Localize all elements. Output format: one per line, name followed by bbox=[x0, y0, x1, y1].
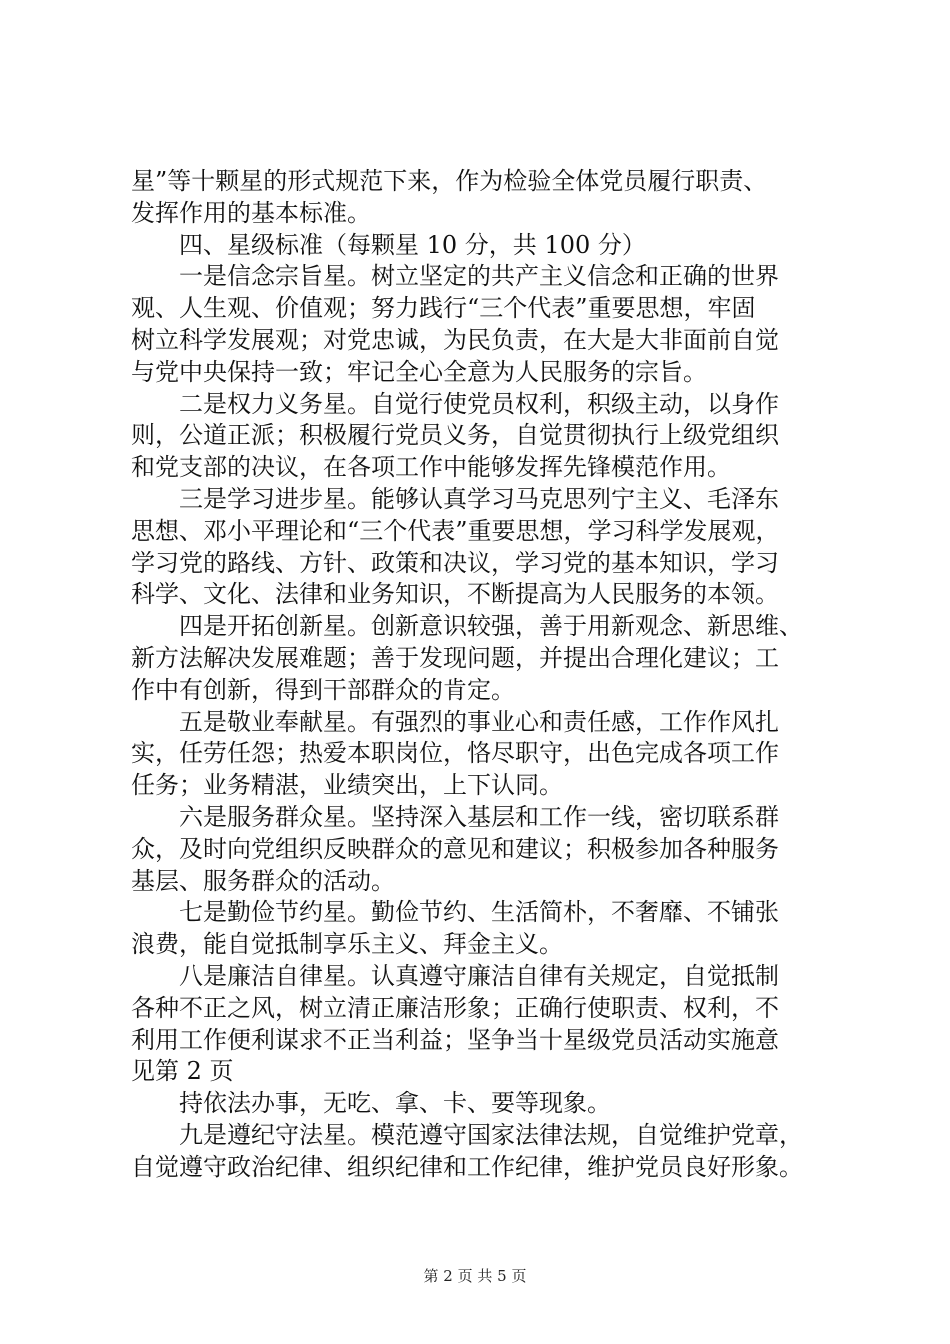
text-line: 九是遵纪守法星。模范遵守国家法律法规，自觉维护党章， bbox=[179, 1120, 803, 1149]
text-line: 四、星级标准（每颗星 10 分，共 100 分） bbox=[179, 230, 646, 259]
text-line: 二是权力义务星。自觉行使党员权利，积级主动，以身作 bbox=[179, 389, 779, 418]
text-line: 和党支部的决议，在各项工作中能够发挥先锋模范作用。 bbox=[131, 453, 731, 482]
text-line: 新方法解决发展难题；善于发现问题，并提出合理化建议；工 bbox=[131, 643, 779, 672]
text-line: 基层、服务群众的活动。 bbox=[131, 866, 395, 895]
text-line: 学习党的路线、方针、政策和决议，学习党的基本知识，学习 bbox=[131, 548, 779, 577]
text-line: 见第 2 页 bbox=[131, 1057, 234, 1086]
text-line: 七是勤俭节约星。勤俭节约、生活简朴，不奢靡、不铺张 bbox=[179, 898, 779, 927]
text-line: 作中有创新，得到干部群众的肯定。 bbox=[131, 675, 515, 704]
page-footer: 第 2 页 共 5 页 bbox=[423, 1267, 527, 1285]
text-line: 五是敬业奉献星。有强烈的事业心和责任感，工作作风扎 bbox=[179, 707, 779, 736]
text-line: 思想、邓小平理论和“三个代表”重要思想，学习科学发展观， bbox=[131, 516, 780, 545]
text-line: 利用工作便利谋求不正当利益；坚争当十星级党员活动实施意 bbox=[131, 1025, 779, 1054]
text-line: 一是信念宗旨星。树立坚定的共产主义信念和正确的世界 bbox=[179, 262, 779, 291]
text-line: 树立科学发展观；对党忠诚，为民负责，在大是大非面前自觉 bbox=[131, 325, 779, 354]
document-body bbox=[131, 166, 831, 1184]
text-line: 三是学习进步星。能够认真学习马克思列宁主义、毛泽东 bbox=[179, 484, 779, 513]
text-line: 众，及时向党组织反映群众的意见和建议；积极参加各种服务 bbox=[131, 834, 779, 863]
text-line: 实，任劳任怨；热爱本职岗位，恪尽职守，出色完成各项工作 bbox=[131, 739, 779, 768]
text-line: 自觉遵守政治纪律、组织纪律和工作纪律，维护党员良好形象。 bbox=[131, 1152, 803, 1181]
text-line: 浪费，能自觉抵制享乐主义、拜金主义。 bbox=[131, 930, 563, 959]
text-line: 持依法办事，无吃、拿、卡、要等现象。 bbox=[179, 1089, 611, 1118]
text-line: 观、人生观、价值观；努力践行“三个代表”重要思想，牢固 bbox=[131, 294, 756, 323]
text-line: 科学、文化、法律和业务知识，不断提高为人民服务的本领。 bbox=[131, 580, 779, 609]
text-line: 与党中央保持一致；牢记全心全意为人民服务的宗旨。 bbox=[131, 357, 707, 386]
text-line: 任务；业务精湛，业绩突出，上下认同。 bbox=[131, 771, 563, 800]
text-line: 各种不正之风，树立清正廉洁形象；正确行使职责、权利，不 bbox=[131, 993, 779, 1022]
text-line: 星”等十颗星的形式规范下来，作为检验全体党员履行职责、 bbox=[131, 167, 768, 195]
text-line: 发挥作用的基本标准。 bbox=[131, 198, 371, 227]
text-line: 四是开拓创新星。创新意识较强，善于用新观念、新思维、 bbox=[179, 612, 803, 641]
text-line: 则，公道正派；积极履行党员义务，自觉贯彻执行上级党组织 bbox=[131, 421, 779, 450]
text-line: 八是廉洁自律星。认真遵守廉洁自律有关规定，自觉抵制 bbox=[179, 961, 779, 990]
text-line: 六是服务群众星。坚持深入基层和工作一线，密切联系群 bbox=[179, 802, 779, 831]
